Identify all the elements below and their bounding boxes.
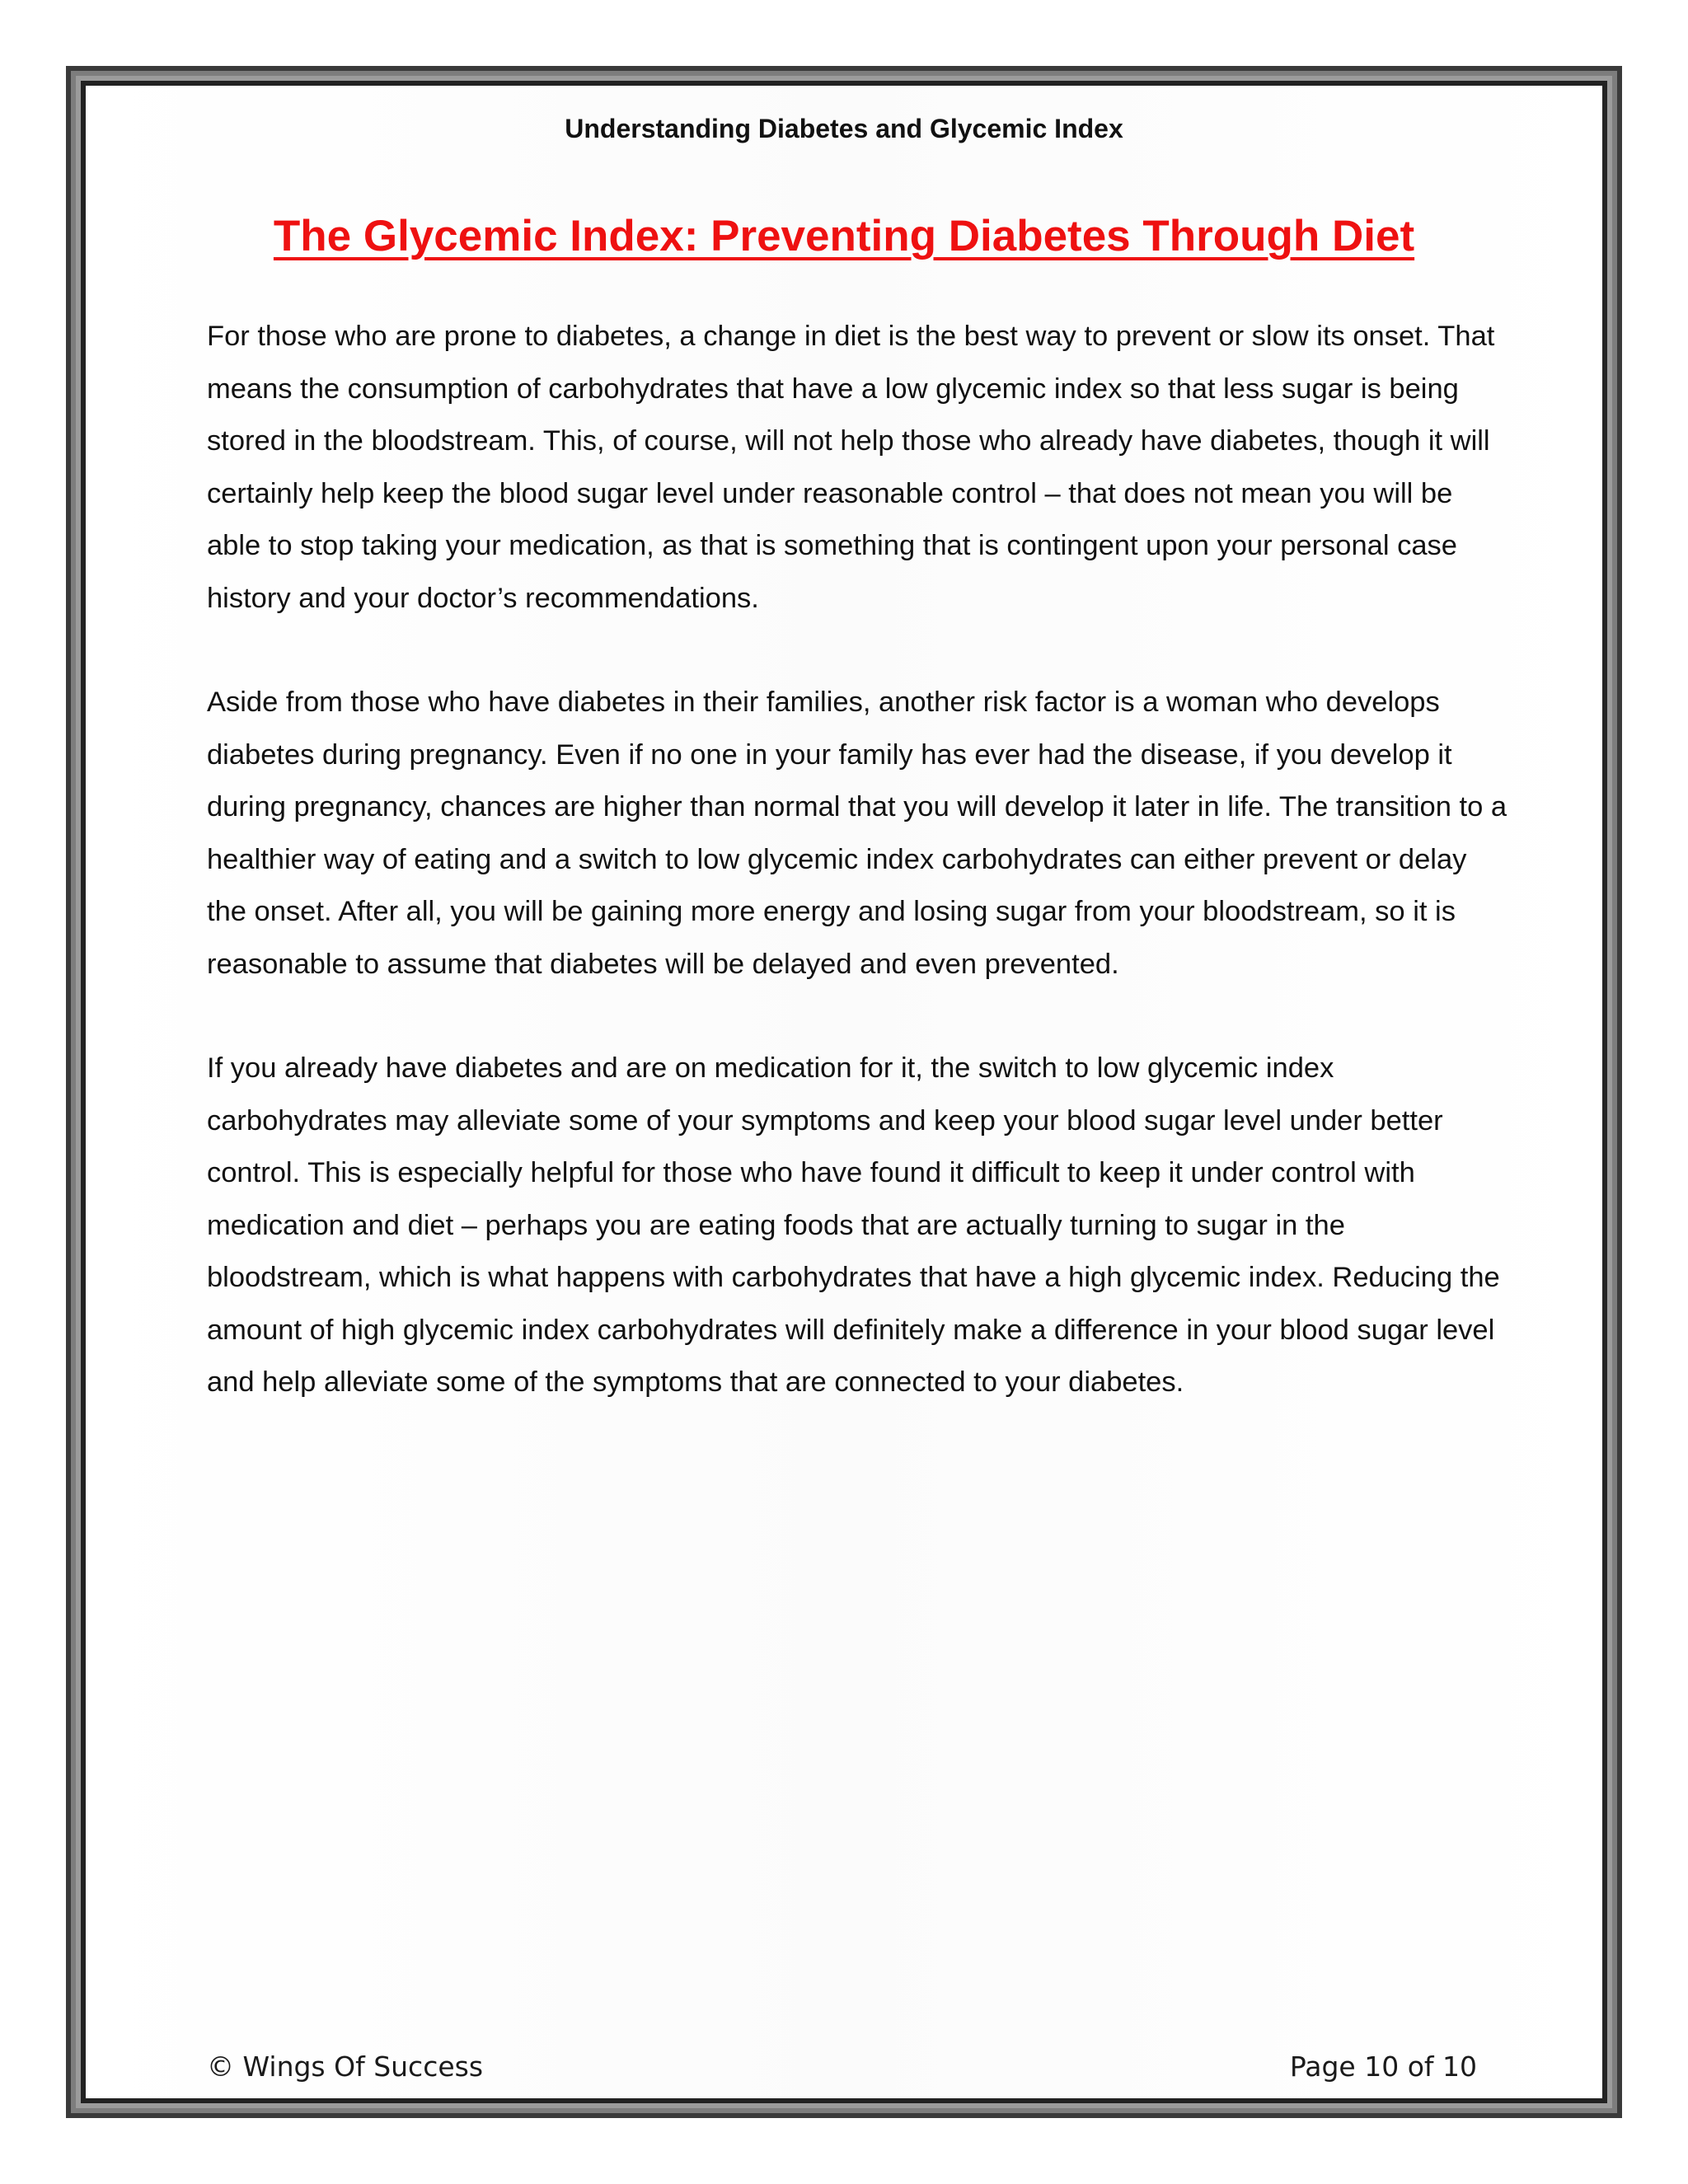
paragraph-1: For those who are prone to diabetes, a change in diet is the best way to prevent or slow its onset. That means the consumption of carbohydrates that have a low glycemic index so that less sugar is being stored in the bloodstream. This, of course, will not help those who already have diabetes, though it will certainly help keep the blood sugar level under reasonable control – that does not mean you will be able to stop taking your medication, as that is something that is contingent upon your personal case history and your doctor’s recommendations.: [207, 321, 1495, 614]
page-border: [66, 66, 1622, 2118]
running-header: Understanding Diabetes and Glycemic Index: [565, 114, 1123, 143]
page-content-area: [81, 81, 1607, 2103]
page-border-middle: [76, 76, 1612, 2108]
copyright-notice: © Wings Of Success: [207, 2050, 484, 2083]
paragraph-3: If you already have diabetes and are on medication for it, the switch to low glycemic index carbohydrates may alleviate some of your symptoms and keep your blood sugar level under better control. This is especially helpful for those who have found it difficult to keep it under control with medication and diet – perhaps you are eating foods that are actually turning to sugar in the bloodstream, which is what happens with carbohydrates that have a high glycemic index. Reducing the amount of high glycemic index carbohydrates will definitely make a difference in your blood sugar level and help alleviate some of the symptoms that are connected to your diabetes.: [207, 1052, 1500, 1398]
article-body: [207, 311, 1509, 1461]
page-number: Page 10 of 10: [1289, 2050, 1477, 2083]
page-title: The Glycemic Index: Preventing Diabetes Through Diet: [273, 212, 1415, 260]
paragraph-2: Aside from those who have diabetes in their families, another risk factor is a woman who develops diabetes during pregnancy. Even if no one in your family has ever had the disease, if you develop it during pregnancy, chances are higher than normal that you will develop it later in life. The transition to a healthier way of eating and a switch to low glycemic index carbohydrates can either prevent or delay the onset. After all, you will be gaining more energy and losing sugar from your bloodstream, so it is reasonable to assume that diabetes will be delayed and even prevented.: [207, 687, 1507, 980]
